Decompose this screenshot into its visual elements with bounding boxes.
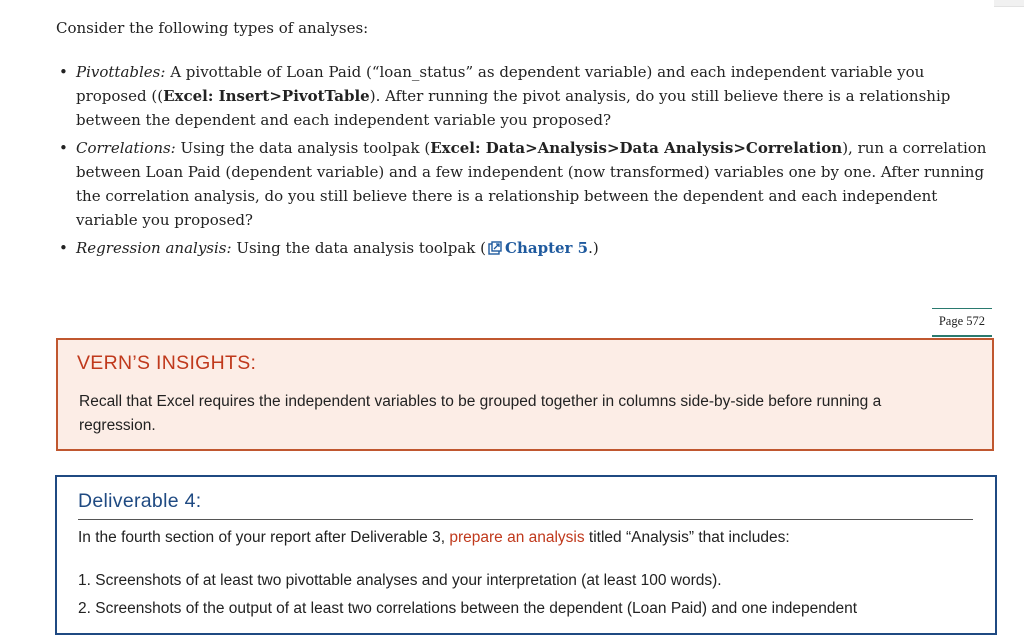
page-number-marker: Page 572 <box>932 308 992 337</box>
divider <box>78 519 973 520</box>
deliverable-item: 2. Screenshots of the output of at least two correlations between the dependent (Loan Paid) and one independent <box>78 600 857 617</box>
analysis-list <box>56 60 988 264</box>
analysis-text: A pivottable of Loan Paid (“loan_status” as dependent variable) and each independent variable you proposed (( <box>76 63 925 105</box>
deliverable-item: 1. Screenshots of at least two pivottable analyses and your interpretation (at least 100 words). <box>78 572 722 589</box>
analysis-item-correlations <box>56 136 988 232</box>
verns-insights-box <box>56 338 994 451</box>
insights-title: VERN’S INSIGHTS: <box>77 352 257 374</box>
analysis-lead: Correlations: <box>76 139 176 157</box>
analysis-text: Using the data analysis toolpak ( <box>175 139 431 157</box>
deliverable-box <box>55 475 997 635</box>
page-corner-tab <box>994 0 1024 7</box>
analysis-text: Using the data analysis toolpak ( <box>231 239 487 257</box>
analysis-lead: Regression analysis: <box>76 239 232 257</box>
analysis-text: ), run a correlation between Loan Paid (dependent variable) and a few independent (now transformed) variables one by one. After running the correlation analysis, do you still believe there is a relationship between the dependent and each independent variable you proposed? <box>76 139 987 229</box>
deliverable-intro-text: titled “Analysis” that includes: <box>584 529 790 546</box>
external-link-icon[interactable] <box>488 238 502 252</box>
analysis-lead: Pivottables: <box>76 63 166 81</box>
excel-command: Excel: Insert>PivotTable <box>163 87 370 105</box>
deliverable-intro-text: In the fourth section of your report after Deliverable 3, <box>78 529 450 546</box>
highlighted-phrase: prepare an analysis <box>449 529 585 546</box>
chapter-link[interactable]: Chapter 5 <box>505 239 589 257</box>
deliverable-intro <box>78 527 978 549</box>
analysis-item-pivottables <box>56 60 988 132</box>
analysis-text: ). After running the pivot analysis, do you still believe there is a relationship between the dependent and each independent variable you proposed? <box>76 87 951 129</box>
excel-command: Excel: Data>Analysis>Data Analysis>Correlation <box>430 139 843 157</box>
deliverable-list <box>78 570 978 626</box>
intro-text: Consider the following types of analyses: <box>56 19 369 37</box>
deliverable-title: Deliverable 4: <box>78 490 202 512</box>
insights-body: Recall that Excel requires the independent variables to be grouped together in columns side-by-side before running a regression. <box>79 393 882 434</box>
analysis-text: .) <box>588 239 599 257</box>
analysis-item-regression <box>56 236 988 260</box>
